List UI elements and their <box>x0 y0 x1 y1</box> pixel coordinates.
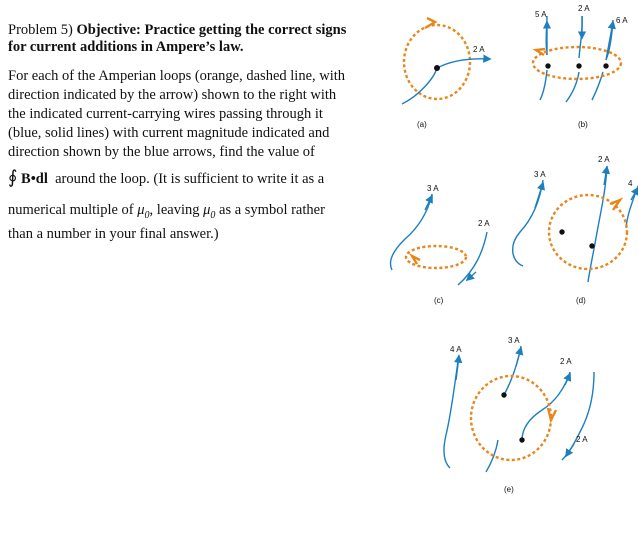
loop-direction-arrow-d <box>610 200 620 210</box>
figure-d <box>513 155 638 305</box>
body-line: direction shown by the blue arrows, find the value of <box>8 144 315 160</box>
wire-e-far-right <box>562 372 594 460</box>
loop-direction-arrow-a <box>425 18 435 28</box>
wire-piercing-point <box>501 392 506 397</box>
current-label-b3: 6 A <box>616 16 628 25</box>
wire-b-right-arrow <box>606 22 613 60</box>
integrand-b: B <box>21 171 31 187</box>
wire-piercing-point <box>519 437 524 442</box>
contour-integral-symbol: ∮ <box>8 167 18 187</box>
wire-e-right <box>522 372 570 440</box>
figure-a <box>402 18 490 129</box>
current-label-c2: 2 A <box>478 219 490 228</box>
body-line: than a number in your final answer.) <box>8 225 219 242</box>
wire-b-middle <box>566 16 582 102</box>
body-line: , leaving <box>149 202 200 218</box>
figure-label-e: (e) <box>504 485 514 494</box>
current-label-b2: 2 A <box>578 4 590 13</box>
body-line: as a symbol rather <box>219 202 325 218</box>
wire-c-left-arrow <box>425 196 432 210</box>
current-label-e3: 2 A <box>560 357 572 366</box>
wire-piercing-point <box>545 63 550 68</box>
body-line: direction indicated by the arrow) shown to the right with <box>8 87 337 103</box>
current-label-e4: 2 A <box>576 435 588 444</box>
mu-subscript: 0 <box>144 209 150 221</box>
mu-symbol: μ <box>137 202 145 218</box>
current-label-d3: 4 <box>628 179 633 188</box>
current-label-d1: 3 A <box>534 170 546 179</box>
problem-number: Problem 5) <box>8 22 77 38</box>
current-label-b1: 5 A <box>535 10 547 19</box>
figure-b <box>533 4 628 129</box>
wire-d-right-arrow <box>631 188 638 200</box>
wire-a-lower <box>402 68 437 104</box>
figure-label-c: (c) <box>434 296 444 305</box>
current-label-a: 2 A <box>473 45 485 54</box>
loop-direction-arrow-b <box>536 49 545 55</box>
current-label-c1: 3 A <box>427 184 439 193</box>
figure-label-b: (b) <box>578 120 588 129</box>
wire-c-left <box>391 194 433 270</box>
wire-piercing-point <box>559 229 564 234</box>
wire-e-far-right-arrow <box>566 444 574 456</box>
figure-label-d: (d) <box>576 296 586 305</box>
body-line: (blue, solid lines) with current magnitude indicated and <box>8 125 330 141</box>
figure-label-a: (a) <box>417 120 427 129</box>
problem-objective: Objective: Practice getting the correct signs for current additions in Ampere’s law. <box>8 22 347 55</box>
loop-direction-arrow-c <box>412 256 420 264</box>
wire-d-left <box>513 180 543 266</box>
body-line: numerical multiple of <box>8 202 134 218</box>
wire-a-upper <box>437 59 490 68</box>
figure-c <box>391 184 491 305</box>
integrand-dl: dl <box>35 171 48 187</box>
mu-symbol: μ <box>203 202 211 218</box>
body-line: For each of the Amperian loops (orange, dashed line, with <box>8 68 346 84</box>
wire-piercing-point <box>603 63 608 68</box>
current-label-d2: 2 A <box>598 155 610 164</box>
body-line: the indicated current-carrying wires passing through it <box>8 106 323 122</box>
current-label-e2: 3 A <box>508 336 520 345</box>
wire-b-left <box>540 16 547 100</box>
wire-d-left-arrow <box>535 183 543 208</box>
wire-e-mid-upper-arrow <box>516 348 521 366</box>
body-line: around the loop. (It is sufficient to write it as a <box>55 171 325 187</box>
amperian-loop-e <box>471 376 551 460</box>
wire-b-right <box>592 20 613 100</box>
wire-e-mid-upper <box>504 346 521 395</box>
amperian-loop-a <box>404 25 470 99</box>
mu-subscript: 0 <box>210 209 216 221</box>
wire-piercing-point <box>434 65 440 71</box>
wire-piercing-point <box>589 243 594 248</box>
current-label-e1: 4 A <box>450 345 462 354</box>
integrand-dot: • <box>30 171 36 187</box>
wire-c-right <box>458 232 487 285</box>
wire-e-right-arrow <box>565 374 570 385</box>
wire-piercing-point <box>576 63 581 68</box>
figure-e <box>444 336 594 494</box>
